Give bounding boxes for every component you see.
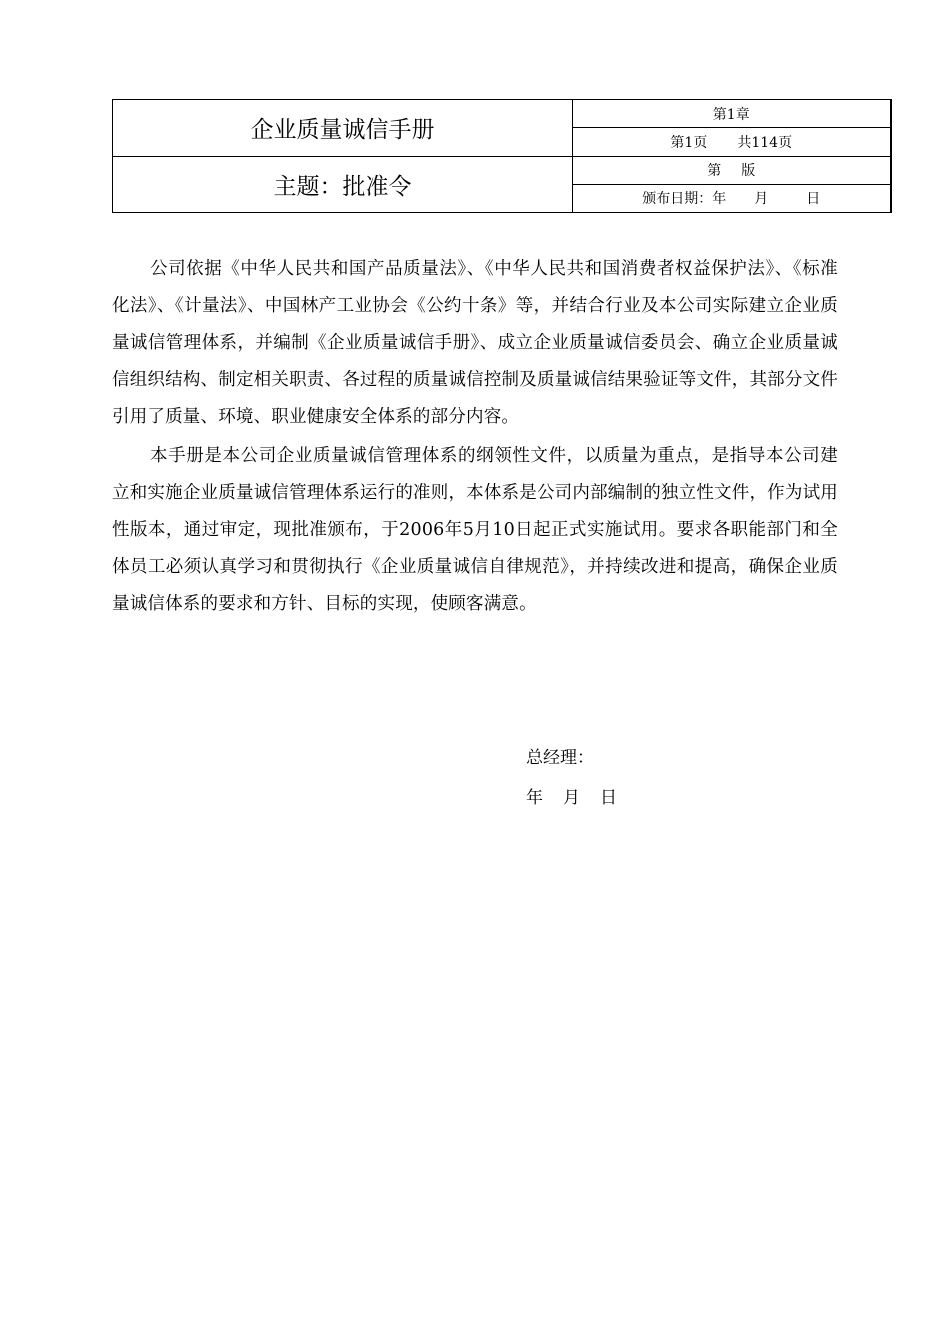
issue-date-label: 颁布日期：年 <box>642 191 727 208</box>
edition-prefix: 第 <box>707 163 722 180</box>
approval-order-body <box>112 251 838 623</box>
page-number: 第1页 <box>670 134 708 151</box>
issue-month: 月 <box>754 191 769 208</box>
chapter-number: 第1章 <box>573 100 891 128</box>
signature-year: 年 <box>526 788 543 808</box>
edition <box>573 156 891 184</box>
signature-day: 日 <box>600 788 617 808</box>
signature-block <box>526 738 617 818</box>
paragraph-1: 公司依据《中华人民共和国产品质量法》、《中华人民共和国消费者权益保护法》、《标准化法》、《计量法》、中国林产工业协会《公约十条》等，并结合行业及本公司实际建立企业质量诚信管理体系，并编制《企业质量诚信手册》、成立企业质量诚信委员会、确立企业质量诚信组织结构、制定相关职责、各过程的质量诚信控制及质量诚信结果验证等文件，其部分文件引用了质量、环境、职业健康安全体系的部分内容。 <box>112 259 838 427</box>
general-manager-label: 总经理： <box>526 748 594 768</box>
document-header-table <box>112 99 892 213</box>
manual-title: 企业质量诚信手册 <box>113 100 573 157</box>
paragraph-2: 本手册是本公司企业质量诚信管理体系的纲领性文件，以质量为重点，是指导本公司建立和实施企业质量诚信管理体系运行的准则，本体系是公司内部编制的独立性文件，作为试用性版本，通过审定，现批准颁布，于2006年5月10日起正式实施试用。要求各职能部门和全体员工必须认真学习和贯彻执行《企业质量诚信自律规范》，并持续改进和提高，确保企业质量诚信体系的要求和方针、目标的实现，使顾客满意。 <box>112 446 838 614</box>
page-count <box>573 128 891 156</box>
total-pages: 共114页 <box>737 134 793 151</box>
issue-day: 日 <box>806 191 821 208</box>
signature-month: 月 <box>563 788 580 808</box>
signature-date <box>526 778 617 818</box>
issue-date <box>573 184 891 212</box>
edition-suffix: 版 <box>741 163 756 180</box>
subject-title: 主题：批准令 <box>113 156 573 213</box>
